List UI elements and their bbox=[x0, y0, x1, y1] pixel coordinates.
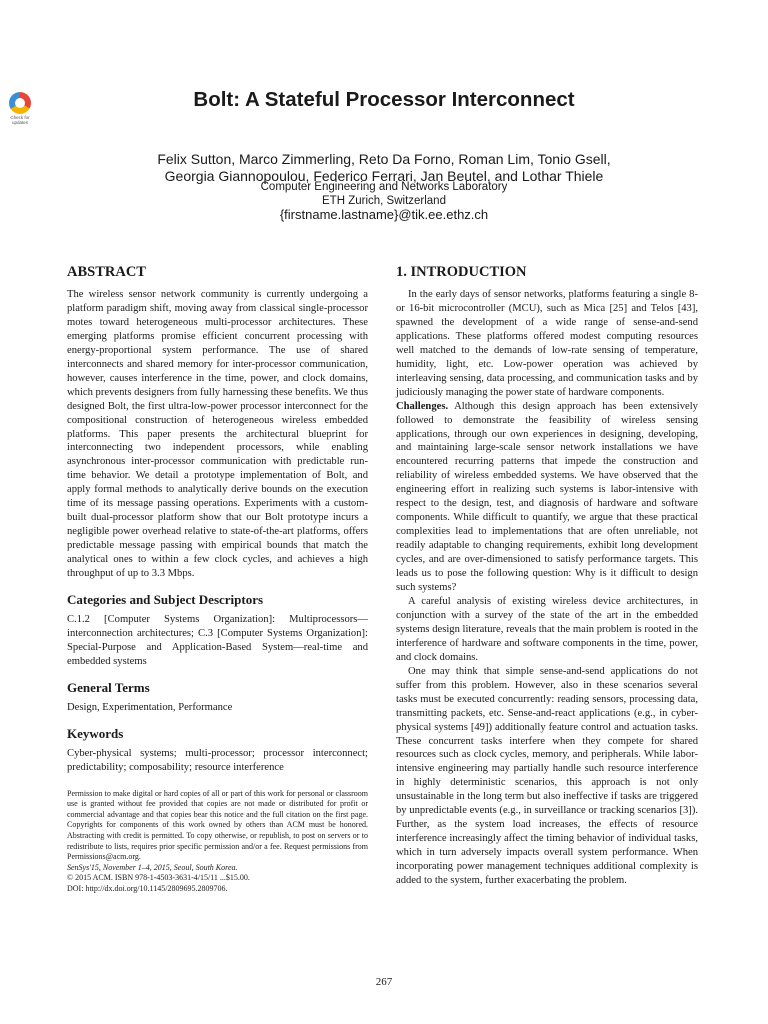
keywords-heading: Keywords bbox=[67, 725, 124, 741]
intro-paragraph-1: In the early days of sensor networks, platforms featuring a single 8- or 16-bit microcontroller (MCU), such as Mica [25] and Telos [43], spawned the development of a wide range of sense-and-send applications. These platforms offered modest computing resources well matched to the demands of low-rate sensing of temperature, humidity, light, etc. Low-power operation was achieved by interleaving sensing, data processing, and communication tasks and by judiciously managing the power state of hardware components. bbox=[396, 289, 698, 398]
abstract-heading: ABSTRACT bbox=[67, 264, 146, 280]
conference-line: SenSys'15, November 1–4, 2015, Seoul, South Korea. bbox=[67, 862, 238, 872]
general-terms-heading: General Terms bbox=[67, 679, 150, 695]
left-column bbox=[67, 262, 368, 895]
paper-title: Bolt: A Stateful Processor Interconnect bbox=[193, 88, 575, 111]
page-number: 267 bbox=[375, 976, 393, 988]
intro-paragraph-2 bbox=[396, 400, 698, 595]
permission-notice bbox=[67, 789, 368, 895]
keywords-text: Cyber-physical systems; multi-processor; processor interconnect; predictability; composability; resource interference bbox=[67, 747, 368, 773]
right-column bbox=[396, 262, 698, 888]
author-line: Georgia Giannopoulou, Federico Ferrari, Jan Beutel, and Lothar Thiele bbox=[164, 168, 604, 184]
copyright-line: © 2015 ACM. ISBN 978-1-4503-3631-4/15/11 ...$15.00. bbox=[67, 873, 250, 883]
categories-heading: Categories and Subject Descriptors bbox=[67, 592, 264, 608]
doi-line[interactable]: DOI: http://dx.doi.org/10.1145/2809695.2809706. bbox=[67, 884, 228, 894]
general-terms-text: Design, Experimentation, Performance bbox=[67, 701, 233, 713]
introduction-heading: 1. INTRODUCTION bbox=[396, 264, 527, 280]
intro-paragraph-3: A careful analysis of existing wireless device architectures, in conjunction with a survey of the state of the art in the embedded systems design literature, reveals that the main problem is rooted in the interference of hardware and software components in the time, power, and clock domains. bbox=[396, 595, 698, 663]
author-list bbox=[0, 151, 768, 185]
abstract-text: The wireless sensor network community is currently undergoing a platform paradigm shift, moving away from classical single-processor motes toward heterogeneous multi-processor architectures. These emerging platforms promise efficient concurrent processing with energy-proportional system performance. The use of shared interconnects and shared memory for inter-processor communication, however, causes interference in the time, power, and clock domains, which prevents designers from fully harnessing these benefits. We thus designed Bolt, the first ultra-low-power processor interconnect for the compositional construction of heterogeneous wireless embedded platforms. This paper presents the architectural blueprint for interconnecting two independent processors, while enabling asynchronous inter-processor communication with predictable run-time behavior. We detail a prototype implementation of Bolt, and apply formal methods to analytically derive bounds on the execution time of its message passing operations. Experiments with a custom-built dual-processor platform show that our Bolt prototype incurs a negligible power overhead relative to state-of-the-art platforms, offers predictable message passing with empirical bounds that match the analytical ones to within a few clock cycles, and achieves a high throughput of up to 3.3 Mbps. bbox=[67, 289, 368, 580]
categories-text: C.1.2 [Computer Systems Organization]: Multiprocessors—interconnection architectures; C.3 [Computer Systems Organization]: Special-Purpose and Application-Based System—real-time and embedded systems bbox=[67, 614, 368, 667]
author-line: Felix Sutton, Marco Zimmerling, Reto Da Forno, Roman Lim, Tonio Gsell, bbox=[157, 151, 611, 167]
affiliation-line: ETH Zurich, Switzerland bbox=[322, 194, 446, 207]
challenges-text: Although this design approach has been extensively followed to demonstrate the feasibility of wireless sensing applications, through our own experiences in designing, developing, and maintaining large-scale sensor network installations we have encountered recurring patterns that impede the construction and reliability of wireless embedded systems. We have observed that the engineering effort in realizing such systems is labor-intensive with respect to the design, test, and diagnosis of hardware and software components. While difficult to quantify, we argue that these practical complexities lead to implementations that are often unreliable, not readily adaptable to changing requirements, exhibit long development cycles, and are over-dimensioned to satisfy performance targets. This leads us to pose the following question: Why is it difficult to design such systems? bbox=[396, 400, 698, 594]
affiliation bbox=[0, 181, 768, 208]
author-email: {firstname.lastname}@tik.ee.ethz.ch bbox=[279, 207, 489, 222]
affiliation-line: Computer Engineering and Networks Laboratory bbox=[260, 181, 508, 193]
challenges-label: Challenges. bbox=[396, 400, 449, 412]
permission-text: Permission to make digital or hard copies of all or part of this work for personal or classroom use is granted without fee provided that copies are not made or distributed for profit or commercial advantage and that copies bear this notice and the full citation on the first page. Copyrights for components of this work owned by others than ACM must be honored. Abstracting with credit is permitted. To copy otherwise, or republish, to post on servers or to redistribute to lists, requires prior specific permission and/or a fee. Request permissions from Permissions@acm.org. bbox=[67, 788, 368, 862]
intro-paragraph-4: One may think that simple sense-and-send applications do not suffer from this problem. However, also in these scenarios several tasks must be executed concurrently: reading sensors, processing data, transmitting packets, etc. Sense-and-react applications (e.g., in cyber-physical systems [49]) additionally feature control and actuation tasks. These concurrent tasks interfere when they compete for shared resources such as clock cycles, memory, and peripherals. While labor-intensive engineering may partially handle such resource interference in highly deterministic scenarios, this approach is not only unsustainable in the long term but also ineffective if tasks are triggered by unpredictable events (e.g., in surveillance or tracking scenarios [3]). Further, as the system load increases, the effects of resource interference increasingly affect the timing behavior of individual tasks, which in turn adversely impacts overall system performance. When incorporating power management techniques additional complexity is added to the system, further exacerbating the problem. bbox=[396, 665, 698, 887]
badge-label: Check for updates bbox=[10, 115, 30, 125]
